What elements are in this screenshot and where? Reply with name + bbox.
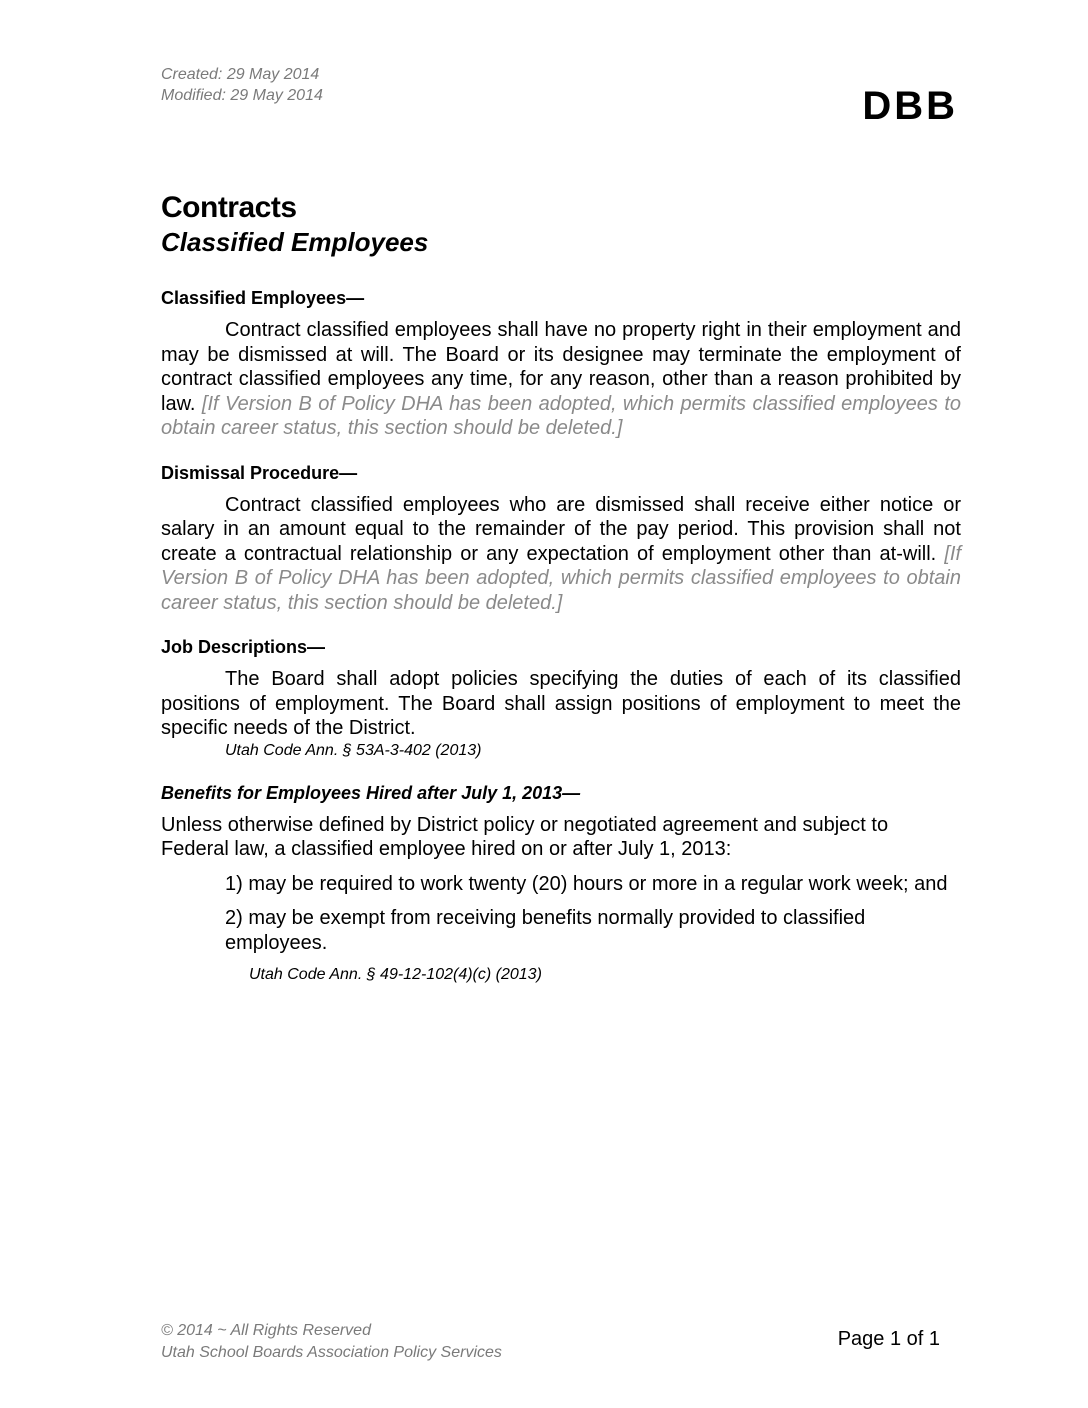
- document-body: [161, 190, 961, 1005]
- section-heading: Dismissal Procedure—: [161, 462, 358, 483]
- created-date: Created: 29 May 2014: [161, 66, 320, 83]
- document-dates: [161, 64, 323, 106]
- page-subtitle: Classified Employees: [161, 227, 429, 257]
- section-benefits: [161, 781, 961, 986]
- benefits-list: [225, 872, 961, 956]
- page-title: Contracts: [161, 191, 297, 224]
- list-item: 2) may be exempt from receiving benefits normally provided to classified employees.: [225, 907, 866, 954]
- policy-code: DBB: [862, 84, 958, 128]
- legal-citation: Utah Code Ann. § 49-12-102(4)(c) (2013): [249, 966, 542, 983]
- footer-credits: [161, 1320, 502, 1364]
- editor-note: [If Version B of Policy DHA has been adopted, which permits classified employees to obtain career status, this section should be deleted.]: [161, 542, 961, 614]
- section-text: Contract classified employees shall have no property right in their employment and may be dismissed at will. The Board or its designee may terminate the employment of contract classified employees any time, for any reason, other than a reason prohibited by law. [If Version B of Policy DHA has been adopted, which permits classified employees to obtain career status, this section should be deleted.]: [161, 319, 961, 439]
- section-classified-employees: [161, 286, 961, 441]
- section-text: Contract classified employees who are dismissed shall receive either notice or salary in an amount equal to the remainder of the pay period. This provision shall not create a contractual relationship or any expectation of employment other than at-will. [If Version B of Policy DHA has been adopted, which permits classified employees to obtain career status, this section should be deleted.]: [161, 493, 961, 614]
- list-item: 1) may be required to work twenty (20) hours or more in a regular work week; and: [225, 872, 948, 895]
- section-intro: Unless otherwise defined by District policy or negotiated agreement and subject to Federal law, a classified employee hired on or after July 1, 2013:: [161, 813, 889, 860]
- section-text: The Board shall adopt policies specifying the duties of each of its classified positions of employment. The Board shall assign positions of employment to meet the specific needs of the District.: [161, 668, 961, 739]
- section-dismissal-procedure: [161, 461, 961, 616]
- legal-citation: Utah Code Ann. § 53A-3-402 (2013): [225, 741, 482, 759]
- modified-date: Modified: 29 May 2014: [161, 87, 323, 104]
- section-heading: Job Descriptions—: [161, 637, 326, 657]
- section-heading: Classified Employees—: [161, 288, 365, 308]
- editor-note: [If Version B of Policy DHA has been adopted, which permits classified employees to obtain career status, this section should be deleted.]: [161, 392, 961, 439]
- copyright: © 2014 ~ All Rights Reserved: [161, 1322, 371, 1339]
- section-job-descriptions: [161, 635, 961, 761]
- section-heading: Benefits for Employees Hired after July 1, 2013—: [161, 782, 581, 803]
- publisher: Utah School Boards Association Policy Services: [161, 1344, 502, 1361]
- page-number: Page 1 of 1: [837, 1328, 940, 1350]
